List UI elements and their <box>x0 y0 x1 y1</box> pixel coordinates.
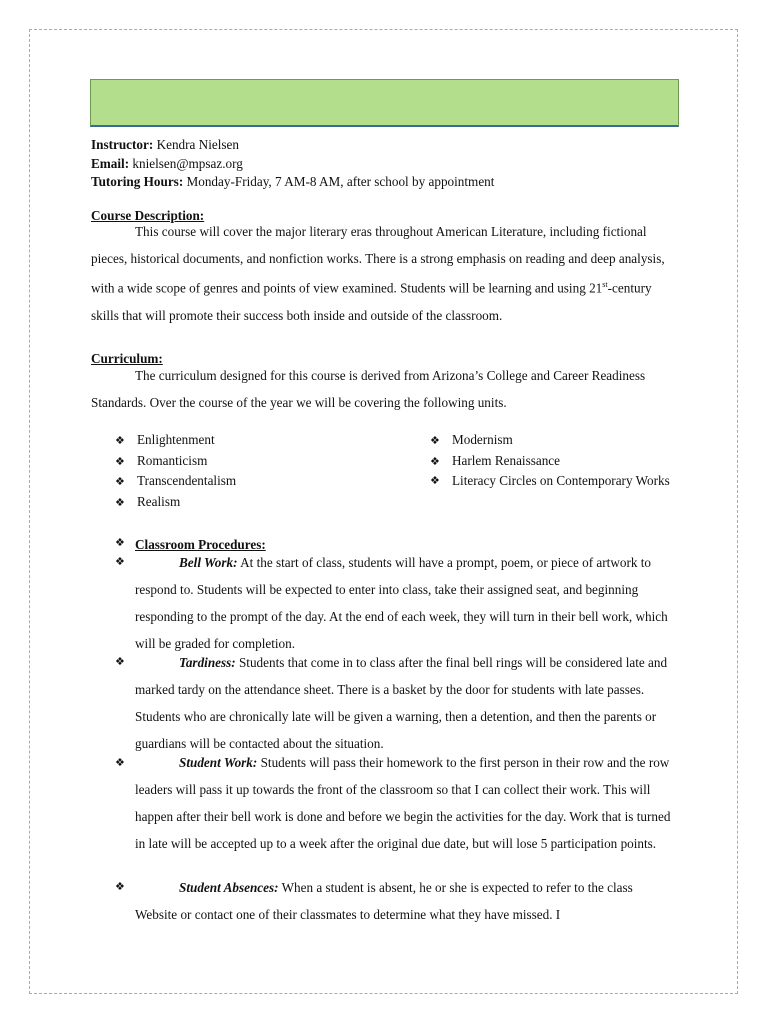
procedure-bell-work: Bell Work: At the start of class, students will have a prompt, poem, or piece of artwork to respond to. Students will be expected to enter into class, take their assigned seat, and beginning responding to the prompt of the day. At the end of each week, they will turn in their bell work, which will be graded for completion. <box>135 555 668 651</box>
procedure-tardiness: Tardiness: Students that come in to class after the final bell rings will be considered late and marked tardy on the attendance sheet. There is a basket by the door for students with late passes. Students who are chronically late will be given a warning, then a detention, and then the parents or guardians will be contacted about the situation. <box>135 655 668 751</box>
curriculum-text: The curriculum designed for this course is derived from Arizona’s College and Career Readiness Standards. Over the course of the year we will be covering the following units. <box>91 368 646 410</box>
list-item: ❖ Modernism <box>430 432 513 447</box>
contact-info <box>91 136 494 192</box>
list-item: ❖ Romanticism <box>115 452 208 468</box>
course-description-text: This course will cover the major literary eras throughout American Literature, including fictional pieces, historical documents, and nonfiction works. There is a strong emphasis on reading and deep analysis, with a wide scope of genres and points of view examined. Students will be learning and using 21st-century skills that will promote their success both inside and outside of the classroom. <box>91 224 665 323</box>
email-line: Email: knielsen@mpsaz.org <box>91 155 243 171</box>
bullet-icon: ❖ <box>115 880 125 893</box>
bullet-icon: ❖ <box>115 655 125 668</box>
curriculum-heading: Curriculum: <box>91 351 163 366</box>
bullet-icon: ❖ <box>115 555 125 568</box>
list-item: ❖ Harlem Renaissance <box>430 452 561 468</box>
list-item: ❖ Transcendentalism <box>115 473 237 488</box>
title-banner <box>90 79 679 127</box>
units-list-left <box>115 430 236 512</box>
bullet-icon: ❖ <box>115 756 125 769</box>
bullet-icon: ❖ <box>115 536 125 549</box>
course-description-heading: Course Description: <box>91 208 205 223</box>
list-item: ❖ Literacy Circles on Contemporary Works <box>430 473 670 488</box>
procedures-heading: Classroom Procedures: <box>135 537 266 552</box>
instructor-line: Instructor: Kendra Nielsen <box>91 137 239 152</box>
procedure-student-absences: Student Absences: When a student is absent, he or she is expected to refer to the class Website or contact one of their classmates to determine what they have missed. I <box>135 880 633 922</box>
tutoring-line: Tutoring Hours: Monday-Friday, 7 AM-8 AM, after school by appointment <box>91 174 495 189</box>
list-item: ❖ Enlightenment <box>115 432 215 447</box>
procedure-student-work: Student Work: Students will pass their homework to the first person in their row and the row leaders will pass it up towards the front of the classroom so that I can collect their work. This will happen after their bell work is done and before we begin the activities for the day. Work that is turned in late will be accepted up to a week after the original due date, but will lose 5 participation points. <box>135 755 671 851</box>
list-item: ❖ Realism <box>115 493 181 509</box>
units-list-right <box>430 430 680 495</box>
